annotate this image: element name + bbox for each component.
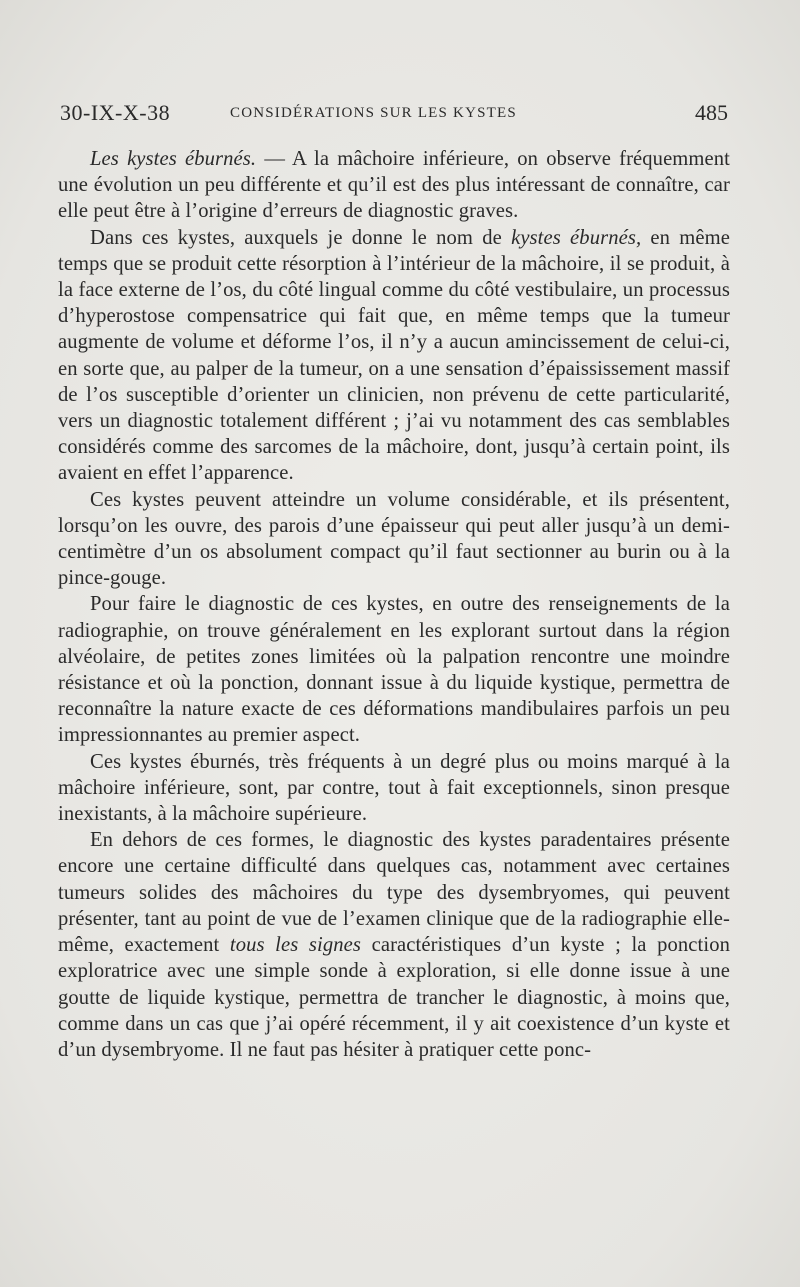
italic-term: kystes éburnés,: [511, 226, 642, 249]
page-number: 485: [695, 100, 728, 125]
running-head: [60, 100, 728, 130]
paragraph: [58, 749, 730, 828]
chapter-title: CONSIDÉRATIONS SUR LES KYSTES: [230, 105, 517, 121]
section-heading: Les kystes éburnés.: [90, 148, 257, 170]
text-run: en même temps que se produit cette résorption à l’intérieur de la mâchoire, il se produit, à la face externe de l’os, du côté lingual comme du côté vestibulaire, un processus d’hyperostose compensatrice qui fait que, en même temps que la tumeur augmente de volume et déforme l’os, il n’y a aucun amincissement de celui-ci, en sorte que, au palper de la tumeur, on a une sensation d’épaississement massif de l’os susceptible d’orienter un clinicien, non prévenu de cette particularité, vers un diagnostic totalement différent ; j’ai vu notamment des cas semblables considérés comme des sarcomes de la mâchoire, dont, jusqu’à certain point, ils avaient en effet l’apparence.: [58, 226, 730, 485]
text-run: Ces kystes éburnés, très fréquents à un degré plus ou moins marqué à la mâchoire inférieure, sont, par contre, tout à fait exceptionnels, sinon presque inexistants, à la mâchoire supérieure.: [58, 750, 730, 826]
italic-term: tous les signes: [229, 934, 362, 957]
paragraph: [58, 146, 730, 225]
paragraph: [58, 591, 730, 748]
text-run: Dans ces kystes, auxquels je donne le nom de: [90, 226, 512, 249]
body-text: [58, 146, 730, 1063]
text-run: En dehors de ces formes, le diagnostic des kystes paradentaires présente encore une certaine difficulté dans quelques cas, notamment avec certaines tumeurs solides des mâchoires du type des dysembryomes, qui peuvent présenter, tant au point de vue de l’examen clinique que de la radiographie elle-même, exactement: [58, 829, 730, 957]
text-run: — A la mâchoire inférieure, on observe fréquemment une évolution un peu différente et qu’il est des plus intéressant de connaître, car elle peut être à l’origine d’erreurs de diagnostic graves.: [58, 148, 731, 223]
paragraph: [58, 487, 730, 592]
text-run: caractéristiques d’un kyste ; la ponction exploratrice avec une simple sonde à exploration, si elle donne issue à une goutte de liquide kystique, permettra de trancher le diagnostic, à moins que, comme dans un cas que j’ai opéré récemment, il y ait coexistence d’un kyste et d’un dysembryome. Il ne faut pas hésiter à pratiquer cette ponc-: [58, 934, 730, 1061]
text-run: Pour faire le diagnostic de ces kystes, en outre des renseignements de la radiographie, on trouve généralement en les explorant surtout dans la région alvéolaire, de petites zones limitées où la palpation rencontre une moindre résistance et où la ponction, donnant issue à du liquide kystique, permettra de reconnaître la nature exacte de ces déformations mandibulaires parfois un peu impressionnantes au premier aspect.: [58, 593, 730, 747]
date-code: 30-IX-X-38: [60, 100, 171, 125]
paragraph: [58, 225, 730, 487]
paragraph: [58, 827, 730, 1063]
text-run: Ces kystes peuvent atteindre un volume considérable, et ils présentent, lorsqu’on les ouvre, des parois d’une épaisseur qui peut aller jusqu’à un demi-centimètre d’un os absolument compact qu’il faut sectionner au burin ou à la pince-gouge.: [58, 488, 730, 590]
